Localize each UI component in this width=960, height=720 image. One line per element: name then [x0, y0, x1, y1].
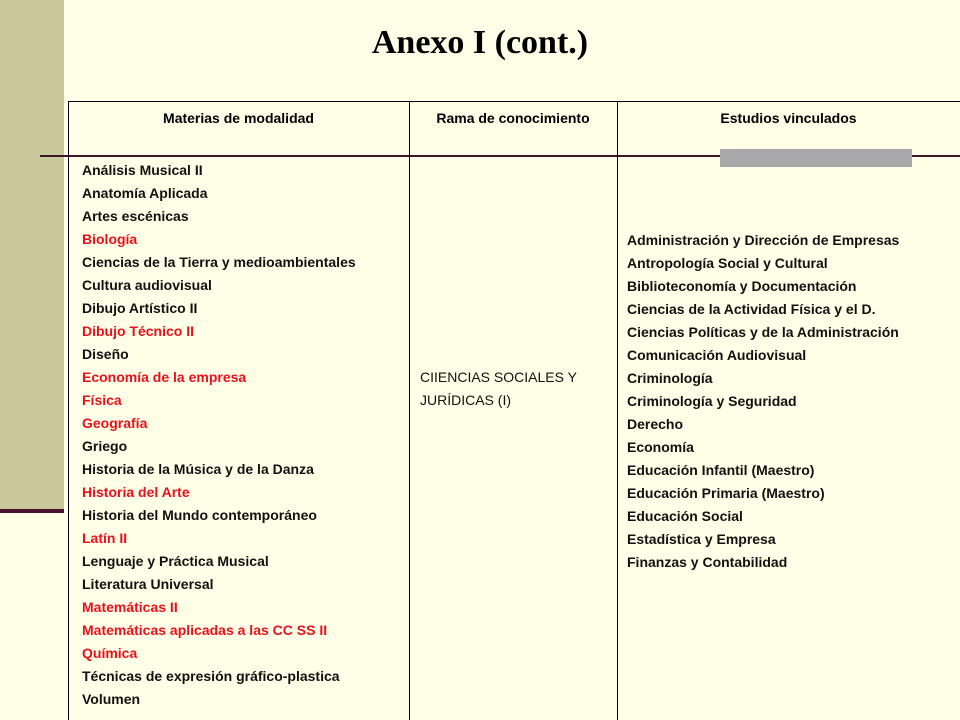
materia-item: Lenguaje y Práctica Musical [82, 553, 269, 569]
materia-item: Ciencias de la Tierra y medioambientales [82, 254, 356, 270]
header-estudios: Estudios vinculados [720, 110, 857, 126]
estudio-item: Educación Primaria (Maestro) [627, 485, 825, 501]
estudio-item: Ciencias Políticas y de la Administración [627, 324, 899, 340]
materia-item: Economía de la empresa [82, 369, 247, 385]
column-border-middle [409, 101, 410, 720]
materias-list [82, 159, 356, 711]
side-decoration-rule [0, 509, 64, 513]
side-decoration-band [0, 0, 64, 512]
materia-item: Artes escénicas [82, 208, 189, 224]
rama-line: JURÍDICAS (I) [420, 392, 511, 408]
estudio-item: Economía [627, 439, 694, 455]
estudio-item: Finanzas y Contabilidad [627, 554, 788, 570]
estudio-item: Ciencias de la Actividad Física y el D. [627, 301, 876, 317]
estudios-list [627, 229, 899, 574]
materia-item: Cultura audiovisual [82, 277, 212, 293]
column-border-right [617, 101, 618, 720]
materia-item: Historia de la Música y de la Danza [82, 461, 314, 477]
materia-item: Geografía [82, 415, 148, 431]
materia-item: Análisis Musical II [82, 162, 203, 178]
materia-item: Dibujo Artístico II [82, 300, 198, 316]
estudio-item: Criminología y Seguridad [627, 393, 797, 409]
header-rama: Rama de conocimiento [436, 110, 590, 126]
slide-title: Anexo I (cont.) [371, 24, 589, 61]
estudio-item: Biblioteconomía y Documentación [627, 278, 857, 294]
estudio-item: Educación Infantil (Maestro) [627, 462, 815, 478]
materia-item: Literatura Universal [82, 576, 214, 592]
materia-item: Química [82, 645, 138, 661]
materia-item: Dibujo Técnico II [82, 323, 195, 339]
rama-line: CIIENCIAS SOCIALES Y [420, 369, 577, 385]
gray-accent-bar [720, 149, 912, 167]
materia-item: Técnicas de expresión gráfico-plastica [82, 668, 340, 684]
estudio-item: Derecho [627, 416, 684, 432]
materia-item: Diseño [82, 346, 129, 362]
materia-item: Historia del Mundo contemporáneo [82, 507, 317, 523]
rama-cell [420, 366, 577, 412]
materia-item: Biología [82, 231, 138, 247]
estudio-item: Criminología [627, 370, 713, 386]
materia-item: Matemáticas aplicadas a las CC SS II [82, 622, 328, 638]
materia-item: Griego [82, 438, 128, 454]
column-border-left [68, 101, 69, 720]
materia-item: Física [82, 392, 122, 408]
materia-item: Volumen [82, 691, 141, 707]
materia-item: Anatomía Aplicada [82, 185, 208, 201]
estudio-item: Antropología Social y Cultural [627, 255, 828, 271]
estudio-item: Comunicación Audiovisual [627, 347, 807, 363]
materia-item: Historia del Arte [82, 484, 190, 500]
estudio-item: Administración y Dirección de Empresas [627, 232, 900, 248]
header-materias: Materias de modalidad [163, 110, 314, 126]
materia-item: Matemáticas II [82, 599, 178, 615]
estudio-item: Educación Social [627, 508, 743, 524]
materia-item: Latín II [82, 530, 128, 546]
estudio-item: Estadística y Empresa [627, 531, 776, 547]
table-top-border [68, 101, 960, 102]
